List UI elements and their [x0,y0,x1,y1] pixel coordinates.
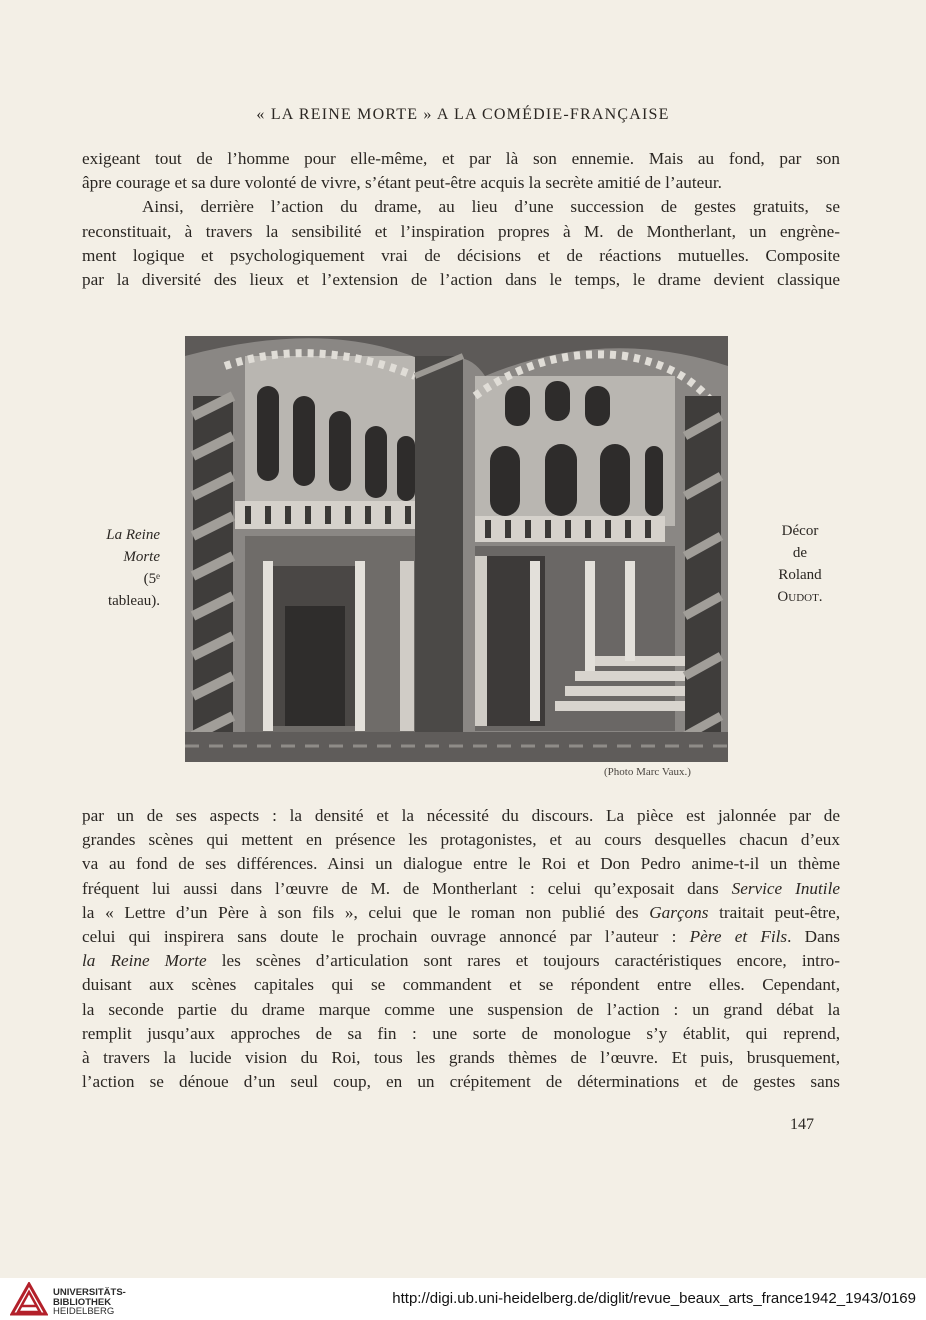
photo-credit: (Photo Marc Vaux.) [604,766,691,778]
text-line: la seconde partie du drame marque comme une suspension de l’action : un grand débat la [82,999,840,1019]
text-line: Ainsi, derrière l’action du drame, au lieu d’une succession de gestes gratuits, se [142,197,840,217]
caption-title: Morte [123,549,160,565]
library-name-line: HEIDELBERG [53,1306,115,1317]
library-name [53,1288,126,1317]
caption-line: Décor [781,523,819,539]
text-segment: fréquent lui aussi dans l’œuvre de M. de Montherlant : celui qu’exposait dans [82,878,732,898]
text-line: à travers la lucide vision du Roi, tous les grands thèmes de l’œuvre. Et puis, brusquement, [82,1048,840,1068]
source-url[interactable]: http://digi.ub.uni-heidelberg.de/diglit/revue_beaux_arts_france1942_1943/0169 [392,1290,916,1307]
text-segment: . Dans [787,927,840,947]
text-segment: traitait peut-être, [708,902,840,922]
text-line: va au fond de ses différences. Ainsi un dialogue entre le Roi et Don Pedro anime-t-il un thème [82,854,840,874]
caption-left [60,524,160,612]
library-logo-icon [10,1282,48,1316]
caption-detail: tableau). [107,593,160,609]
text-line: l’action se dénoue d’un seul coup, en un crépitement de déterminations et de gestes sans [82,1072,840,1092]
italic-title: Service Inutile [731,878,840,898]
paragraph-bottom [82,804,840,1094]
library-name-line: BIBLIOTHEK [53,1296,112,1308]
text-line [82,949,840,973]
text-line: grandes scènes qui mettent en présence les protagonistes, et au cours desquelles chacun d’eux [82,830,840,850]
caption-name: Oudot. [777,589,823,605]
text-line: ment logique et psychologiquement vrai de décisions et de réactions mutuelles. Composite [82,245,840,265]
text-line [82,925,840,949]
italic-title: Père et Fils [689,927,788,947]
text-segment: celui qui inspirera sans doute le prochain ouvrage annoncé par l’auteur : [82,927,690,947]
paragraph-top [82,147,840,292]
running-head: « LA REINE MORTE » A LA COMÉDIE-FRANÇAISE [256,106,670,123]
caption-detail: (5ᵉ [143,571,160,587]
page-number: 147 [790,1116,814,1133]
text-line [82,877,840,901]
text-line: reconstituait, à travers la sensibilité et l’inspiration propres à M. de Montherlant, un engrène- [82,221,840,241]
italic-title: la Reine Morte [82,951,207,971]
caption-line: Roland [778,567,822,583]
stage-design-illustration [185,336,728,762]
caption-title: La Reine [106,527,160,543]
text-line [82,901,840,925]
illustration-graphic [185,336,728,762]
text-segment: les scènes d’articulation sont rares et toujours caractéristiques encore, intro- [206,951,841,971]
text-segment: la « Lettre d’un Père à son fils », celui que le roman non publié des [82,902,650,922]
italic-title: Garçons [649,902,709,922]
library-name-line: UNIVERSITÄTS- [53,1287,126,1298]
text-line: âpre courage et sa dure volonté de vivre, s’étant peut-être acquis la secrète amitié de l’auteur. [82,173,722,193]
caption-line: de [792,545,808,561]
text-line: par la diversité des lieux et l’extension de l’action dans le temps, le drame devient classique [82,270,840,290]
text-line: duisant aux scènes capitales qui se commandent et se répondent entre elles. Cependant, [82,975,840,995]
text-line: remplit jusqu’aux approches de sa fin : une sorte de monologue s’y établit, qui reprend, [82,1023,840,1043]
text-line: par un de ses aspects : la densité et la nécessité du discours. La pièce est jalonnée par de [82,806,840,825]
text-line: exigeant tout de l’homme pour elle-même, et par là son ennemie. Mais au fond, par son [82,149,840,168]
caption-right [760,520,840,608]
footer-bar [0,1278,926,1320]
